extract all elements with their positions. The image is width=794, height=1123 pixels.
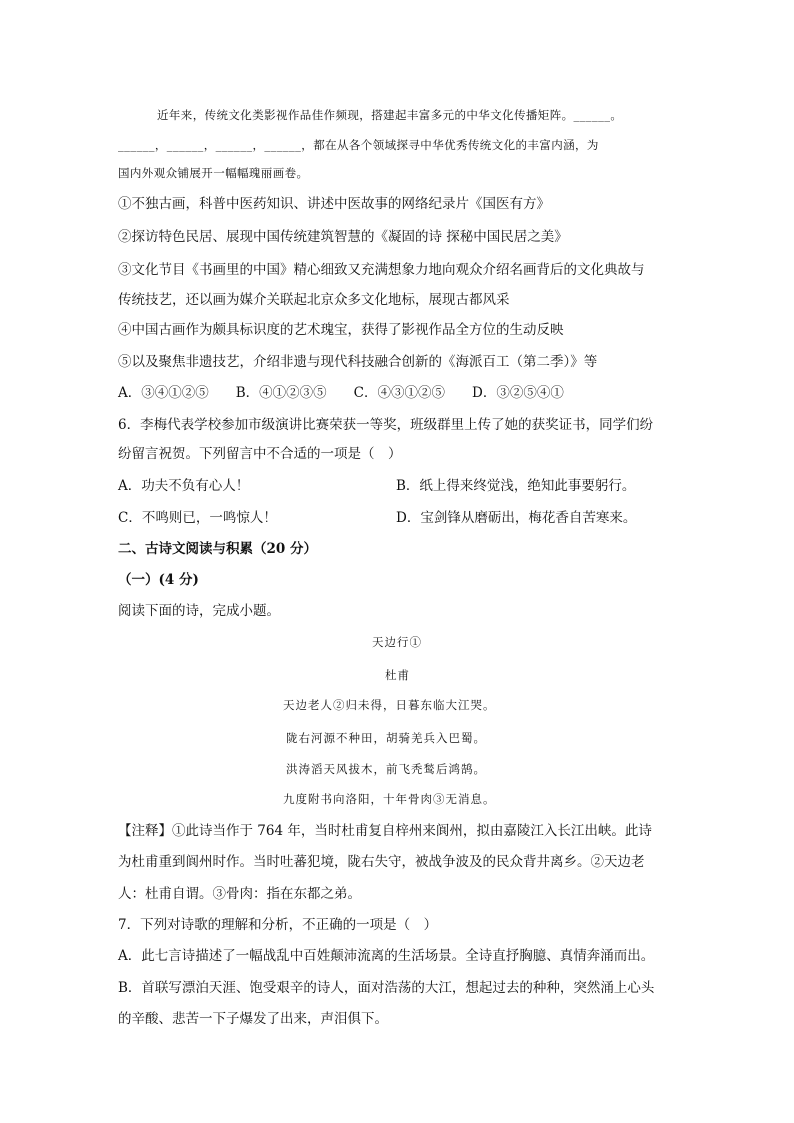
q6-stem-1: 6．李梅代表学校参加市级演讲比赛荣获一等奖，班级群里上传了她的获奖证书，同学们纷 (118, 417, 654, 433)
item-3-cont: 传统技艺，还以画为媒介关联起北京众多文化地标，展现古都风采 (118, 292, 510, 308)
poem-line-1: 天边老人②归未得，日暮东临大江哭。 (283, 698, 496, 712)
item-4: ④中国古画作为颇具标识度的艺术瑰宝，获得了影视作品全方位的生动反映 (118, 322, 564, 338)
note-line-1: 【注释】①此诗当作于 764 年，当时杜甫复自梓州来阆州，拟由嘉陵江入长江出峡。此诗 (118, 823, 652, 839)
q7-option-b-1: B．首联写漂泊天涯、饱受艰辛的诗人，面对浩荡的大江，想起过去的种种，突然涌上心头 (118, 980, 655, 996)
intro-line-3: 国内外观众铺展开一幅幅瑰丽画卷。 (118, 166, 309, 180)
q6-option-b: B．纸上得来终觉浅，绝知此事要躬行。 (396, 478, 636, 494)
item-2: ②探访特色民居、展现中国传统建筑智慧的《凝固的诗 探秘中国民居之美》 (118, 229, 568, 245)
q6-option-a: A．功夫不负有心人！ (118, 478, 250, 494)
poem-line-3: 洪涛滔天风拔木，前飞秃鹙后鸿鹄。 (286, 762, 486, 776)
poem-line-2: 陇右河源不种田，胡骑羌兵入巴蜀。 (286, 731, 486, 745)
intro-line-1: 近年来，传统文化类影视作品佳作频现，搭建起丰富多元的中华文化传播矩阵。______。 (157, 108, 623, 122)
item-3: ③文化节目《书画里的中国》精心细致又充满想象力地向观众介绍名画背后的文化典故与 (118, 262, 645, 278)
q7-stem: 7．下列对诗歌的理解和分析，不正确的一项是（ ） (118, 917, 438, 933)
q6-option-d: D．宝剑锋从磨砺出，梅花香自苦寒来。 (396, 510, 637, 526)
note-line-2: 为杜甫重到阆州时作。当时吐蕃犯境，陇右失守，被战争波及的民众背井离乡。②天边老 (118, 854, 645, 870)
q7-option-b-2: 的辛酸、悲苦一下子爆发了出来，声泪俱下。 (118, 1011, 388, 1027)
item-5: ⑤以及聚焦非遗技艺，介绍非遗与现代科技融合创新的《海派百工（第二季）》等 (118, 354, 598, 370)
item-1: ①不独古画，科普中医药知识、讲述中医故事的网络纪录片《国医有方》 (118, 196, 550, 212)
q5-options: A．③④①②⑤ B．④①②③⑤ C．④③①②⑤ D．③②⑤④① (118, 385, 564, 401)
intro-line-2: ______，______，______，______，都在从各个领域探寻中华优秀传统文化的丰富内涵，为 (118, 138, 599, 152)
note-line-3: 人：杜甫自谓。③骨肉：指在东都之弟。 (118, 886, 361, 902)
section-2-instruction: 阅读下面的诗，完成小题。 (118, 603, 280, 619)
q6-option-c: C．不鸣则已，一鸣惊人！ (118, 510, 277, 526)
section-2-title: 二、古诗文阅读与积累（20 分） (118, 541, 317, 557)
q6-stem-2: 纷留言祝贺。下列留言中不合适的一项是（ ） (118, 446, 402, 462)
poem-line-4: 九度附书向洛阳，十年骨肉③无消息。 (283, 792, 496, 806)
section-2-sub: （一）(4 分) (118, 572, 199, 588)
poem-author: 杜甫 (385, 668, 410, 682)
q7-option-a: A．此七言诗描述了一幅战乱中百姓颠沛流离的生活场景。全诗直抒胸臆、真情奔涌而出。 (118, 948, 655, 964)
poem-title: 天边行① (372, 635, 422, 649)
